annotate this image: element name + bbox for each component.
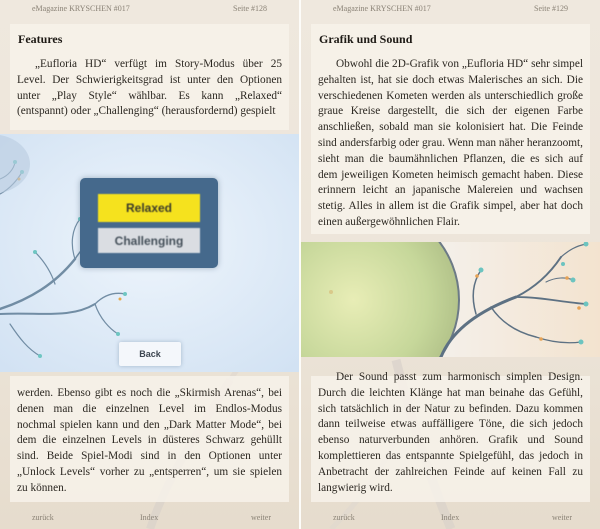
section-title: Features (18, 32, 63, 46)
text-card-top (10, 24, 289, 130)
index-link[interactable]: Index (441, 513, 460, 522)
page-header (0, 4, 299, 16)
page-number: Seite #128 (233, 4, 267, 13)
screenshot-comet-scene (301, 242, 600, 357)
text-card-bottom (311, 371, 590, 502)
magazine-name: eMagazine KRYSCHEN #017 (333, 4, 431, 13)
game-screenshot-comet (301, 242, 600, 357)
text-card-top (311, 24, 590, 234)
section-title: Grafik und Sound (319, 32, 413, 46)
screenshot-back-button: Back (119, 342, 181, 366)
page-header (301, 4, 600, 16)
relaxed-button: Relaxed (98, 194, 200, 222)
game-screenshot-menu (0, 134, 299, 372)
page-footer (301, 513, 600, 525)
paragraph-top: „Eufloria HD“ verfügt im Story-Modus über 25 Level. Der Schwierigkeitsgrad ist unter den Optionen unter „Play Style“ wählbar. Es kann „Relaxed“ (entspannt) oder „Challenging“ (herausfordernd) gespielt (17, 58, 282, 118)
next-link[interactable]: weiter (552, 513, 572, 522)
paragraph-top: Obwohl die 2D-Grafik von „Eufloria HD“ sehr simpel gehalten ist, hat sie doch etwas Malerisches an sich. Die verschiedenen Kometen werden als unterschiedlich große graue Kreise dargestellt, die sich der eigenen Farbe anschließen, sobald man sie kolonisiert hat. Die Feinde sind andersfarbig oder grau. Wenn man näher heranzoomt, sieht man die baumähnlichen Pflanzen, die es sich auf dem jeweiligen Kometen heimisch gemacht haben. Diese erinnern leicht an japanische Malereien und wachsen stetig. Alles in allem ist die Grafik simpel, aber hat doch einen außergewöhnlichen Flair. (318, 58, 583, 228)
page-footer (0, 513, 299, 525)
next-link[interactable]: weiter (251, 513, 271, 522)
challenging-button: Challenging (98, 228, 200, 253)
text-card-bottom (10, 376, 289, 502)
paragraph-bottom: werden. Ebenso gibt es noch die „Skirmish Arenas“, bei denen man die einzelnen Level im Endlos-Modus nochmal spielen kann und den „Dark Matter Mode“, bei dem die einzelnen Levels in düsteres Schwarz gehüllt sind. Beide Spiel-Modi sind in den Optionen unter „Unlock Levels“ vorher zu „entsperren“, um sie spielen zu können. (17, 387, 282, 494)
back-link[interactable]: zurück (32, 513, 54, 522)
difficulty-menu (80, 178, 218, 268)
paragraph-bottom: Der Sound passt zum harmonisch simplen Design. Durch die leichten Klänge hat man beinahe das Gefühl, sich tatsächlich in der Natur zu befinden. Dazu kommen dann teilweise etwas auffälligere Töne, die sich jedoch ebenso naturverbunden anhören. Grafik und Sound komplettieren das entspannte Spielgefühl, das jedoch in Anbetracht der zahlreichen Feinde auf keinen Fall zu langwierig wird. (318, 371, 583, 494)
left-page (0, 0, 299, 529)
magazine-name: eMagazine KRYSCHEN #017 (32, 4, 130, 13)
back-link[interactable]: zurück (333, 513, 355, 522)
page-number: Seite #129 (534, 4, 568, 13)
right-page (301, 0, 600, 529)
index-link[interactable]: Index (140, 513, 159, 522)
